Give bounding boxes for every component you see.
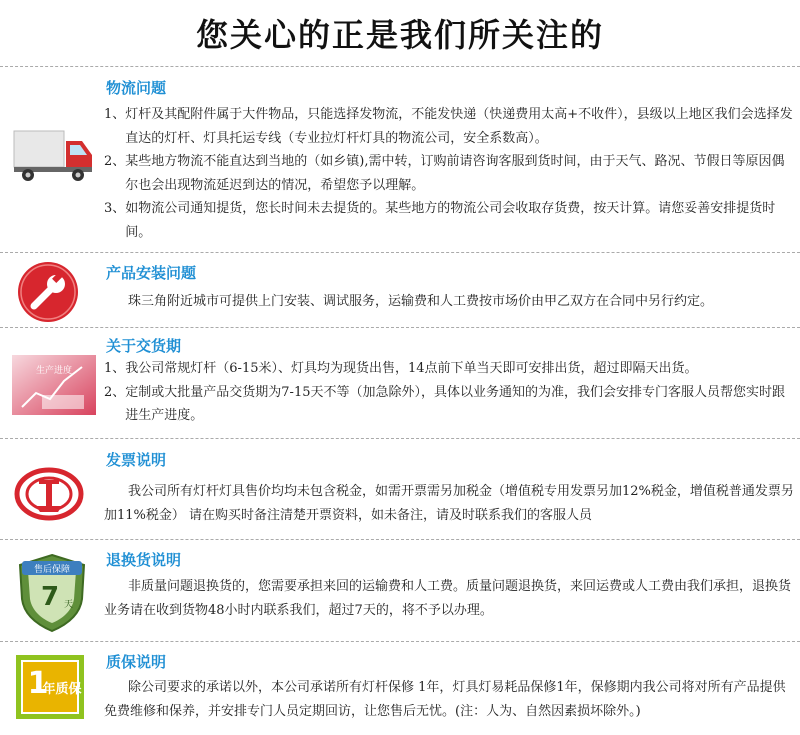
badge-unit: 天 [64,600,74,610]
section-body [104,103,794,244]
section-title: 物流问题 [106,79,167,97]
section-body [104,357,794,428]
section-title: 关于交货期 [106,337,182,355]
section-returns [0,541,800,642]
list-item [104,197,794,244]
section-body [104,290,794,314]
icon-label: 生产进度 [35,366,73,376]
warranty-badge-icon [14,653,98,725]
list-item [104,103,794,150]
list-item [104,357,794,381]
item-number: 1、 [104,361,126,376]
list-item [104,381,794,428]
section-installation [0,254,800,328]
item-text: 我公司常规灯杆（6-15米）、灯具均为现货出售，14点前下单当天即可安排出货，超过即隔天出货。 [125,361,698,376]
section-delivery [0,329,800,439]
section-title: 退换货说明 [106,551,182,569]
section-body [104,480,794,527]
section-title: 发票说明 [106,451,167,469]
section-title: 质保说明 [106,653,167,671]
badge-top-text: 售后保障 [33,565,71,575]
section-body [104,676,794,723]
section-warranty [0,643,800,735]
list-item [104,150,794,197]
item-number: 2、 [104,384,126,400]
section-title: 产品安装问题 [106,264,197,282]
badge-text: 年质保 [42,682,82,697]
wrench-icon [16,260,100,328]
badge-number: 1 [27,666,49,701]
item-text: 灯杆及其配附件属于大件物品，只能选择发物流，不能发快递（快递费用太高+不收件），县级以上地区我们会选择发直达的灯杆、灯具托运专线（专业拉灯杆灯具的物流公司，安全系数高）。 [125,107,793,146]
production-schedule-icon [12,355,96,419]
section-paragraph: 珠三角附近城市可提供上门安装、调试服务，运输费和人工费按市场价由甲乙双方在合同中另行约定。 [128,294,714,309]
page-title: 您关心的正是我们所关注的 [0,0,800,67]
truck-icon [12,125,96,189]
item-text: 如物流公司通知提货，您长时间未去提货的。某些地方的物流公司会收取存货费，按天计算。请您妥善安排提货时间。 [125,201,776,240]
item-number: 3、 [104,201,126,216]
section-body [104,575,794,622]
section-paragraph: 非质量问题退换货的，您需要承担来回的运输费和人工费。质量问题退换货，来回运费或人工费由我们承担，退换货业务请在收到货物48小时内联系我们，超过7天的，将不予以办理。 [104,579,792,618]
section-invoice [0,440,800,540]
item-text: 某些地方物流不能直达到当地的（如乡镇),需中转，订购前请咨询客服到货时间，由于天气、路况、节假日等原因偶尔也会出现物流延迟到达的情况，希望您予以理解。 [125,154,785,193]
section-logistics [0,67,800,253]
item-number: 2、 [104,154,126,169]
section-paragraph: 除公司要求的承诺以外，本公司承诺所有灯杆保修 1年，灯具灯易耗品保修1年，保修期内我公司将对所有产品提供免费维修和保养，并安排专门人员定期回访，让您售后无忧。(注：人为、自然因素损坏除外。) [104,680,786,719]
return-shield-icon [16,553,100,637]
tax-emblem-icon [14,466,98,526]
item-number: 1、 [104,107,126,122]
item-text: 定制或大批量产品交货期为7-15天不等（加急除外），具体以业务通知的为准，我们会安排专门客服人员帮您实时跟进生产进度。 [125,384,785,423]
badge-days: 7 [40,582,60,612]
section-paragraph: 我公司所有灯杆灯具售价均均未包含税金，如需开票需另加税金（增值税专用发票另加12%税金，增值税普通发票另加11%税金） 请在购买时备注清楚开票资料，如未备注，请及时联系我们的客服人员 [104,484,794,523]
